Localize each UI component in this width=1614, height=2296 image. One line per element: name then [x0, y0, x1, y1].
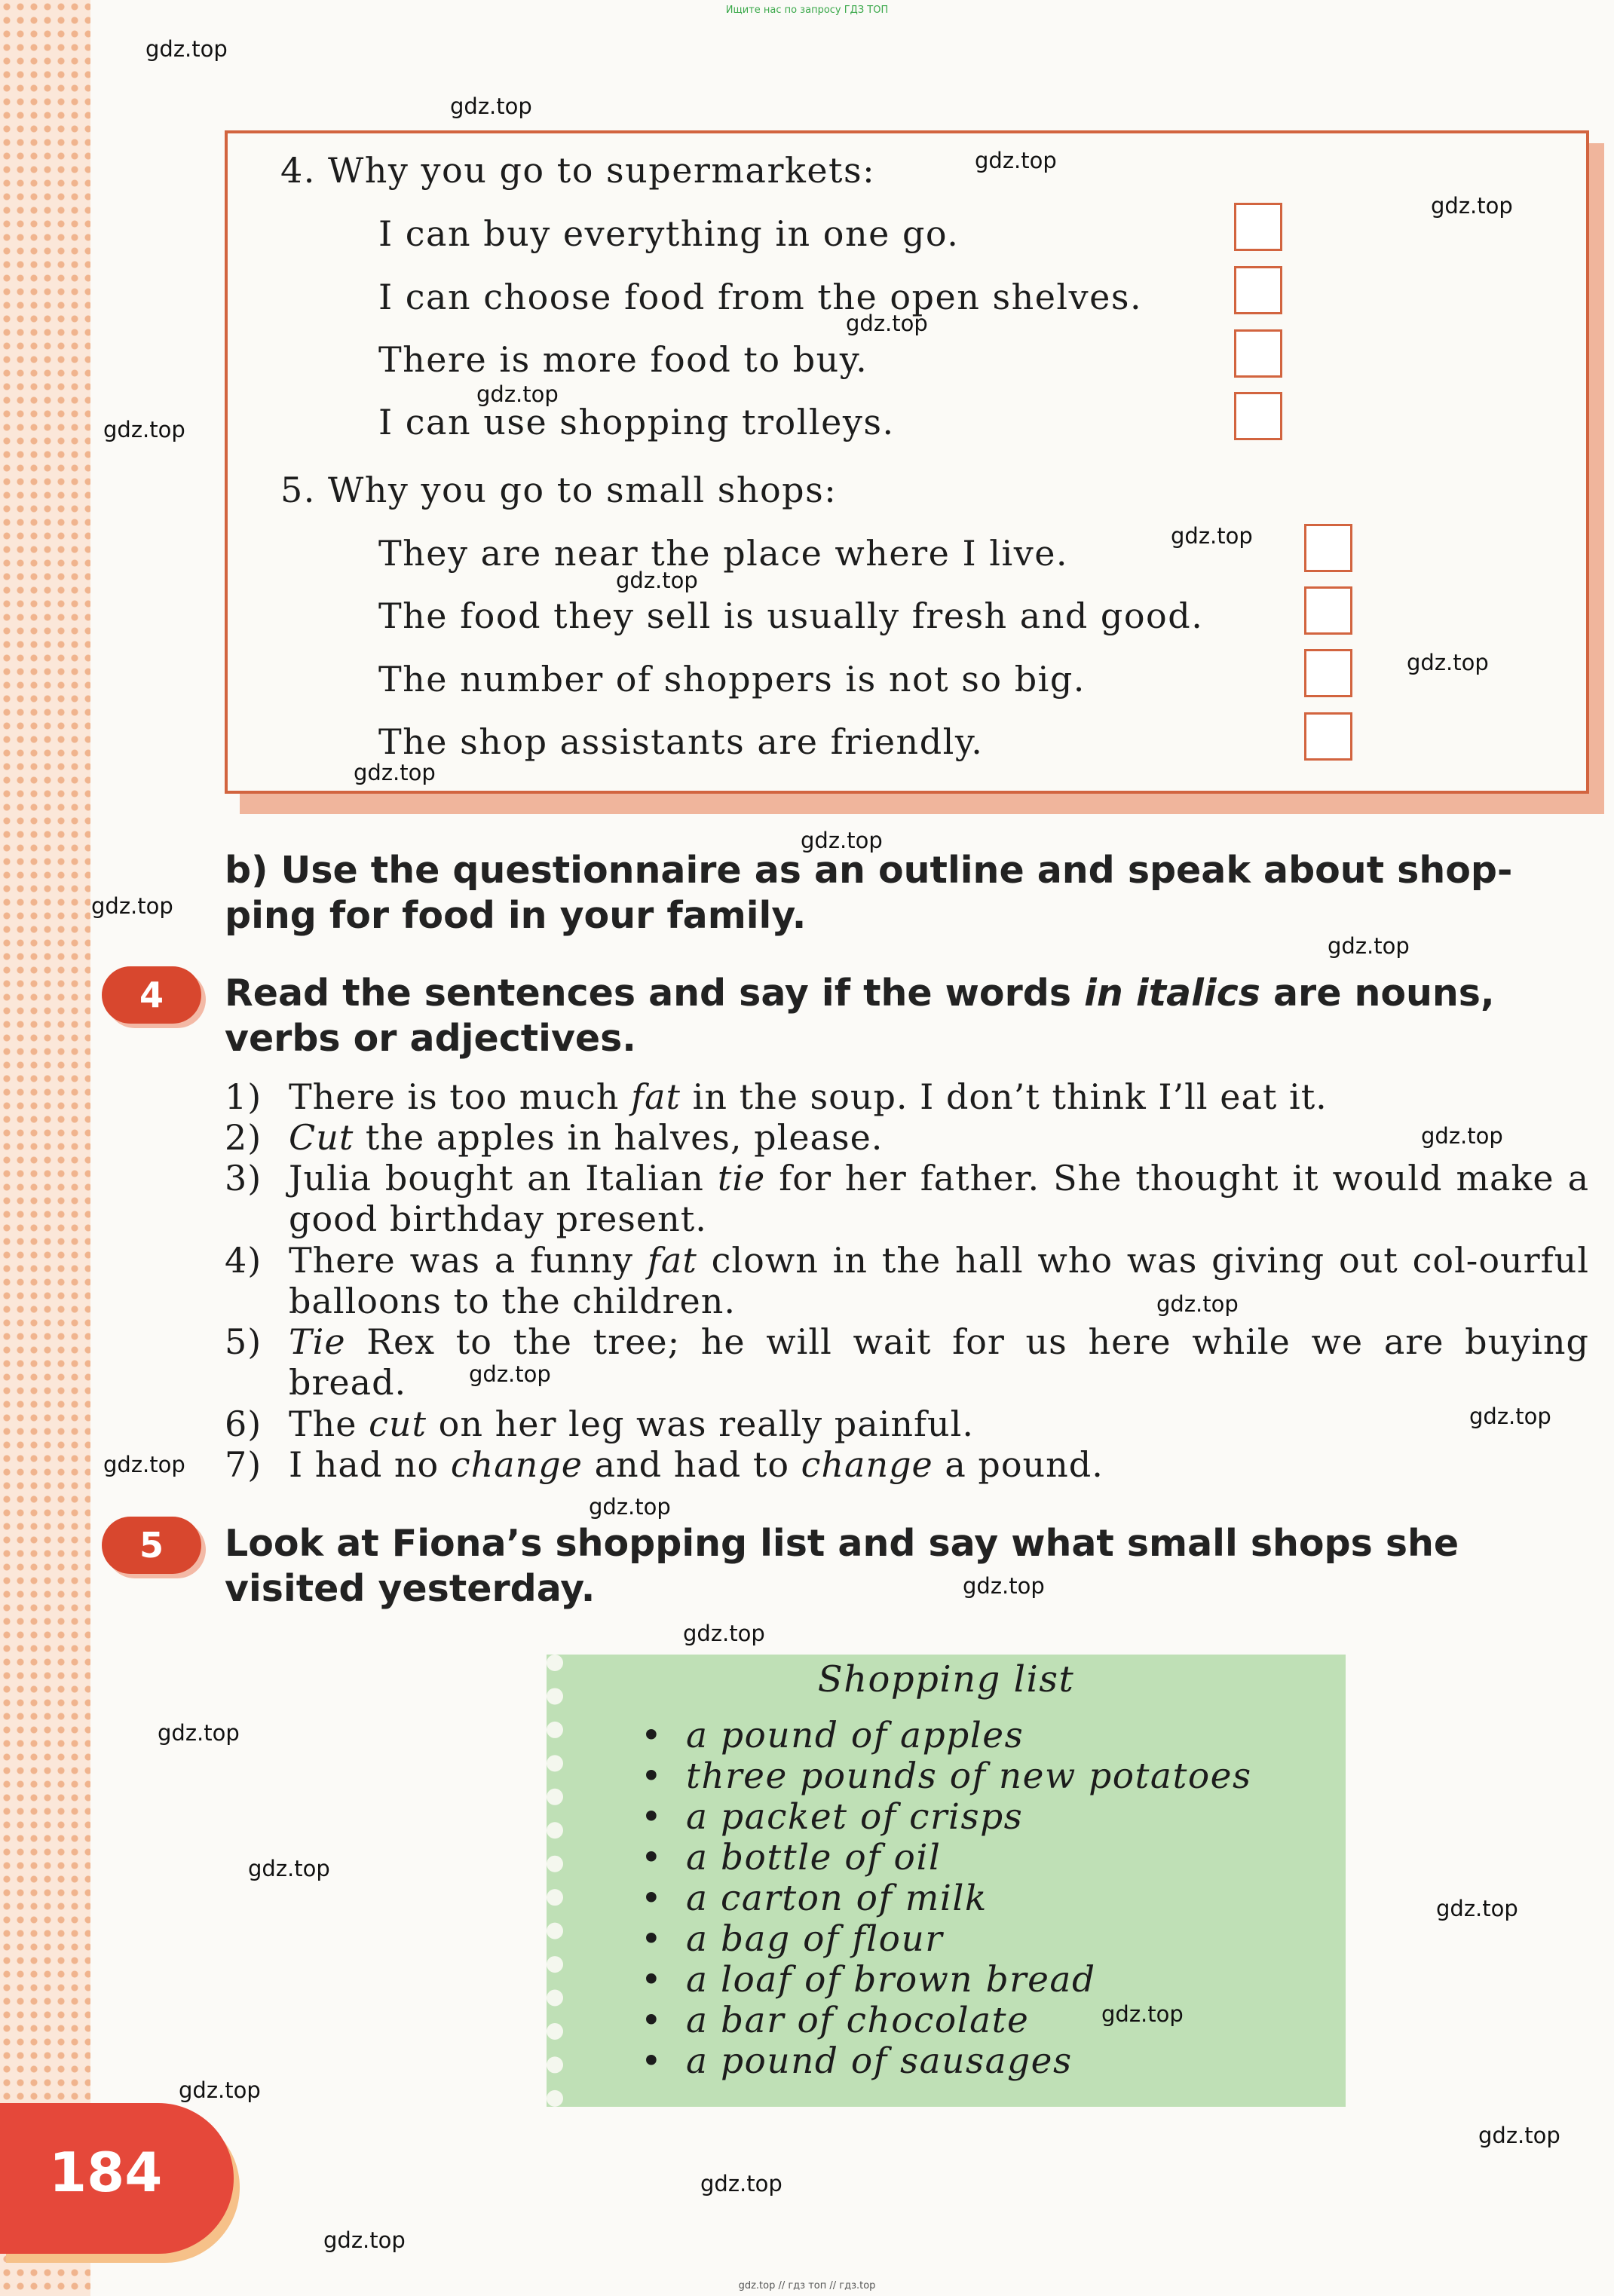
sentence-text: Rex to the tree; he will wait for us here while we are buying bread.	[289, 1321, 1589, 1403]
watermark: gdz.top	[323, 2227, 406, 2253]
watermark: gdz.top	[354, 760, 436, 785]
q5-option-2: The food they sell is usually fresh and good.	[378, 595, 1204, 636]
italic-word: Tie	[289, 1321, 346, 1362]
sentence-text: and had to	[582, 1444, 801, 1485]
decorative-margin	[0, 0, 90, 2296]
q4-option-2: I can choose food from the open shelves.	[378, 277, 1143, 317]
sentence-number: 1)	[225, 1076, 262, 1117]
heading-text: Read the sentences and say if the words	[225, 972, 1085, 1015]
heading-text: are nouns, verbs or adjectives.	[225, 972, 1495, 1060]
sentence-7	[225, 1444, 1589, 1485]
watermark: gdz.top	[1407, 650, 1489, 675]
q4-option-4: I can use shopping trolleys.	[378, 402, 895, 442]
sentence-number: 3)	[225, 1158, 262, 1199]
q5-option-4: The shop assistants are friendly.	[378, 721, 984, 762]
exercise-5-badge: 5	[102, 1517, 201, 1574]
watermark: gdz.top	[1421, 1123, 1503, 1149]
q4-checkbox-4[interactable]	[1234, 392, 1282, 440]
sentence-5	[225, 1321, 1589, 1403]
sentence-text: The	[289, 1404, 369, 1444]
sentence-number: 7)	[225, 1444, 262, 1485]
watermark: gdz.top	[158, 1720, 240, 1746]
watermark: gdz.top	[1431, 193, 1513, 219]
watermark: gdz.top	[450, 93, 532, 119]
q5-checkbox-1[interactable]	[1304, 524, 1352, 572]
q4-option-3: There is more food to buy.	[378, 339, 868, 380]
watermark: gdz.top	[700, 2171, 782, 2197]
watermark: gdz.top	[1156, 1291, 1239, 1317]
watermark: gdz.top	[248, 1856, 330, 1881]
sentence-number: 2)	[225, 1117, 262, 1158]
watermark: gdz.top	[1436, 1896, 1518, 1921]
page-number: 184	[49, 2141, 163, 2204]
q4-checkbox-2[interactable]	[1234, 266, 1282, 314]
watermark: gdz.top	[963, 1573, 1045, 1599]
sentence-6	[225, 1404, 1589, 1444]
watermark: gdz.top	[683, 1621, 765, 1646]
list-item: • a bar of chocolate	[641, 2000, 1029, 2041]
watermark: gdz.top	[1478, 2123, 1560, 2148]
sentence-3	[225, 1158, 1589, 1239]
sentence-number: 6)	[225, 1404, 262, 1444]
italic-word: change	[450, 1444, 583, 1485]
task-b-text: b) Use the questionnaire as an outline and speak about shop-ping for food in your family.	[225, 849, 1513, 937]
sentence-text: There was a funny	[289, 1240, 648, 1281]
watermark: gdz.top	[469, 1361, 551, 1387]
exercise-4-heading	[225, 971, 1589, 1061]
q4-checkbox-1[interactable]	[1234, 203, 1282, 251]
exercise-5-heading: Look at Fiona’s shopping list and say what small shops she visited yesterday.	[225, 1522, 1459, 1610]
q5-checkbox-4[interactable]	[1304, 712, 1352, 761]
q4-heading: 4. Why you go to supermarkets:	[280, 150, 876, 191]
list-item: • a carton of milk	[641, 1878, 988, 1919]
list-item: • a packet of crisps	[641, 1796, 1023, 1838]
watermark: gdz.top	[1328, 933, 1410, 959]
q4-option-1: I can buy everything in one go.	[378, 213, 960, 254]
q5-option-1: They are near the place where I live.	[378, 533, 1069, 574]
sentence-text: for her father. She thought it would make a good birthday present.	[289, 1158, 1589, 1239]
sentence-number: 5)	[225, 1321, 262, 1362]
watermark: gdz.top	[1171, 523, 1253, 549]
sentence-text: clown in the hall who was giving out col-ourful balloons to the children.	[289, 1240, 1590, 1321]
questionnaire-box	[225, 130, 1589, 794]
italic-word: Cut	[289, 1117, 354, 1158]
list-item: • three pounds of new potatoes	[641, 1756, 1252, 1797]
watermark: gdz.top	[179, 2077, 261, 2103]
sentence-number: 4)	[225, 1240, 262, 1281]
sentence-text: I had no	[289, 1444, 451, 1485]
watermark: gdz.top	[103, 1452, 185, 1477]
watermark: gdz.top	[846, 311, 928, 336]
watermark: gdz.top	[145, 36, 228, 62]
sentence-1	[225, 1076, 1589, 1117]
list-item: • a bag of flour	[641, 1918, 943, 1960]
sentence-text: There is too much	[289, 1076, 632, 1117]
watermark: gdz.top	[476, 381, 559, 407]
watermark: gdz.top	[103, 417, 185, 442]
watermark: gdz.top	[589, 1494, 671, 1520]
heading-italic-text: in italics	[1084, 972, 1260, 1015]
bottom-banner: gdz.top // гдз топ // гдз.top	[738, 2280, 876, 2291]
shopping-list-title: Shopping list	[817, 1658, 1075, 1701]
sentence-text: on her leg was really painful.	[427, 1404, 974, 1444]
sentence-2	[225, 1117, 1589, 1158]
exercise-4-badge: 4	[102, 966, 201, 1024]
list-item: • a pound of apples	[641, 1715, 1024, 1756]
watermark: gdz.top	[616, 568, 698, 593]
q5-checkbox-3[interactable]	[1304, 649, 1352, 697]
watermark: gdz.top	[1101, 2001, 1184, 2027]
top-banner: Ищите нас по запросу ГДЗ ТОП	[725, 5, 889, 16]
sentence-text: Julia bought an Italian	[289, 1158, 718, 1199]
q5-option-3: The number of shoppers is not so big.	[378, 659, 1086, 700]
italic-word: cut	[369, 1404, 427, 1444]
italic-word: change	[801, 1444, 933, 1485]
watermark: gdz.top	[1469, 1404, 1551, 1429]
sentence-4	[225, 1240, 1589, 1321]
list-item: • a pound of sausages	[641, 2040, 1073, 2082]
q4-checkbox-3[interactable]	[1234, 329, 1282, 378]
italic-word: tie	[717, 1158, 766, 1199]
q5-checkbox-2[interactable]	[1304, 586, 1352, 635]
q5-heading: 5. Why you go to small shops:	[280, 470, 838, 510]
list-item: • a loaf of brown bread	[641, 1959, 1096, 2001]
italic-word: fat	[631, 1076, 681, 1117]
watermark: gdz.top	[91, 893, 173, 919]
sentence-text: in the soup. I don’t think I’ll eat it.	[681, 1076, 1328, 1117]
watermark: gdz.top	[801, 828, 883, 853]
sentence-text: the apples in halves, please.	[354, 1117, 884, 1158]
sentence-text: a pound.	[933, 1444, 1104, 1485]
italic-word: fat	[647, 1240, 697, 1281]
list-item: • a bottle of oil	[641, 1837, 941, 1878]
watermark: gdz.top	[975, 148, 1057, 173]
